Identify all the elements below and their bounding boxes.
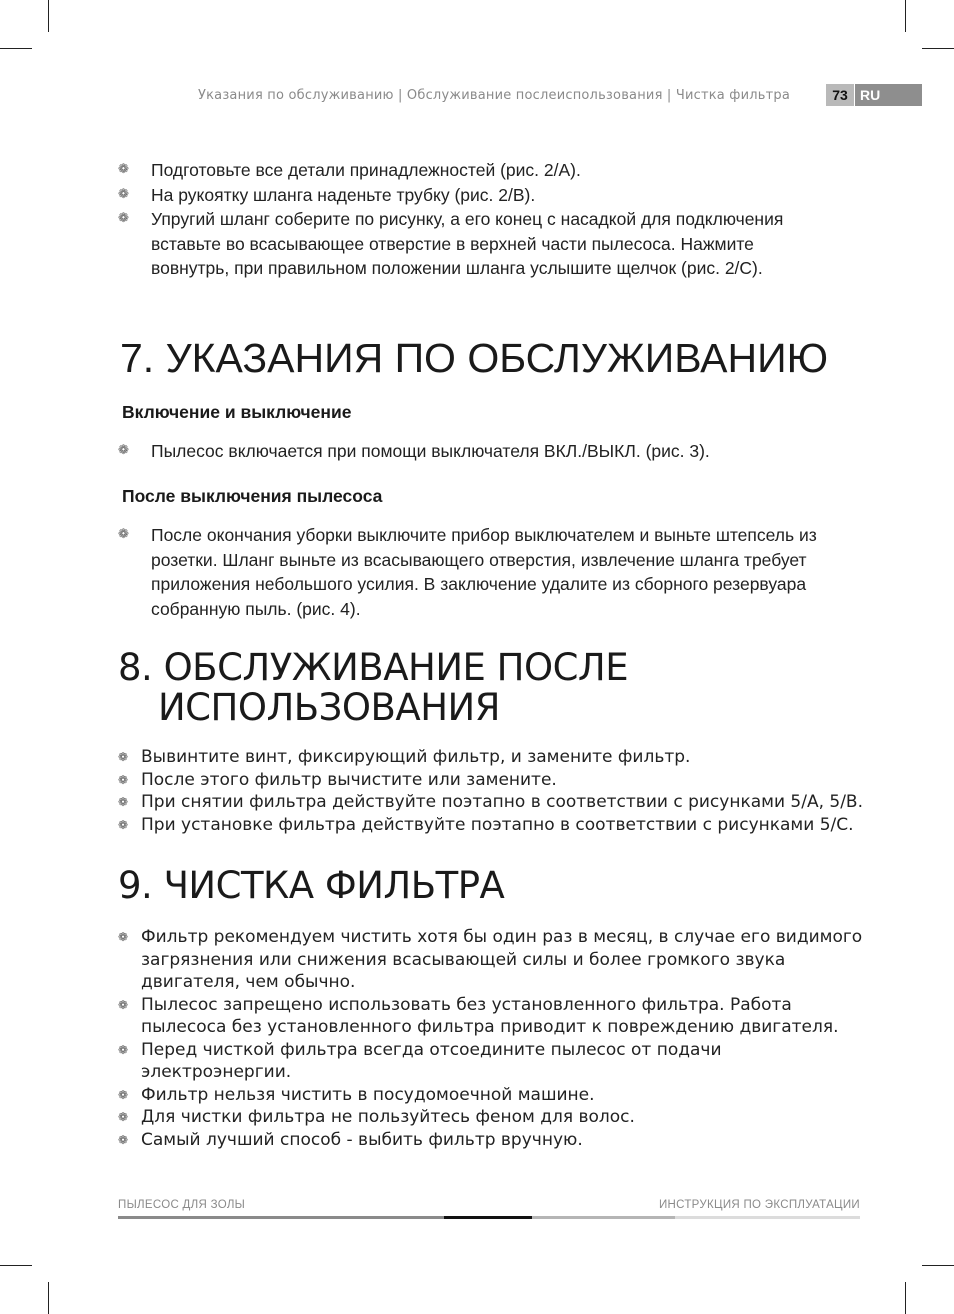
crop-mark xyxy=(905,1282,906,1314)
flower-bullet-icon: ❁ xyxy=(118,997,129,1012)
intro-section xyxy=(118,158,863,281)
section-8-title-line1: 8. ОБСЛУЖИВАНИЕ ПОСЛЕ xyxy=(118,646,629,689)
list-item-text: При установке фильтра действуйте поэтапно в соответствии с рисунками 5/C. xyxy=(141,814,854,835)
list-item-text: Фильтр нельзя чистить в посудомоечной машине. xyxy=(141,1084,595,1105)
footer-rule-mid xyxy=(532,1216,675,1219)
flower-bullet-icon: ❁ xyxy=(118,750,129,764)
page-header xyxy=(0,84,954,106)
list-item xyxy=(118,439,863,464)
section-9-list xyxy=(118,926,863,1151)
list-item-text: При снятии фильтра действуйте поэтапно в соответствии с рисунками 5/A, 5/B. xyxy=(141,792,863,812)
section-8-list xyxy=(118,746,863,836)
list-item-text: Упругий шланг соберите по рисунку, а его конец с насадкой для подключения вставьте во всасывающее отверстие в верхней части пылесоса. Нажмите вовнутрь, при правильном положении шланга услышите щелчок (рис. 2/C). xyxy=(151,209,784,278)
list-item-text: Вывинтите винт, фиксирующий фильтр, и замените фильтр. xyxy=(141,747,691,767)
footer-manual-title: ИНСТРУКЦИЯ ПО ЭКСПЛУАТАЦИИ xyxy=(658,1199,860,1211)
flower-bullet-icon: ❁ xyxy=(118,817,129,832)
flower-bullet-icon: ❁ xyxy=(118,930,129,944)
breadcrumb: Указания по обслуживанию | Обслуживание послеиспользования | Чистка фильтра xyxy=(197,88,790,103)
sub1-list xyxy=(118,439,863,464)
sub2-list xyxy=(118,523,863,621)
list-item xyxy=(118,183,863,208)
list-item xyxy=(118,814,863,837)
list-item-text: Пылесос включается при помощи выключателя ВКЛ./ВЫКЛ. (рис. 3). xyxy=(151,441,710,461)
section-9-title: 9. ЧИСТКА ФИЛЬТРА xyxy=(118,864,505,907)
flower-bullet-icon: ❁ xyxy=(118,1087,129,1102)
page-number: 73 xyxy=(826,84,854,106)
crop-mark xyxy=(922,48,954,49)
crop-mark xyxy=(0,48,32,49)
section-7 xyxy=(118,336,863,380)
subheading-on-off: Включение и выключение xyxy=(122,402,352,422)
list-item xyxy=(118,746,863,769)
crop-mark xyxy=(48,0,49,32)
crop-mark xyxy=(48,1282,49,1314)
list-item xyxy=(118,207,863,281)
intro-list xyxy=(118,158,863,281)
list-item xyxy=(118,158,863,183)
section-7-title: 7. УКАЗАНИЯ ПО ОБСЛУЖИВАНИЮ xyxy=(120,335,829,381)
list-item-text: После окончания уборки выключите прибор выключателем и выньте штепсель из розетки. Шланг выньте из всасывающего отверстия, извлечение шланга требует приложения небольшого усилия. В заключение удалите из сборного резервуара собранную пыль. (рис. 4). xyxy=(151,525,817,619)
list-item xyxy=(118,926,863,994)
list-item-text: Фильтр рекомендуем чистить хотя бы один раз в месяц, в случае его видимого загрязнения или снижения всасывающей силы и более громкого звука двигателя, чем обычно. xyxy=(141,927,863,992)
language-badge: RU xyxy=(855,84,922,106)
list-item-text: Подготовьте все детали принадлежностей (рис. 2/A). xyxy=(151,160,581,180)
flower-bullet-icon: ❁ xyxy=(118,795,129,809)
list-item xyxy=(118,994,863,1039)
footer-rule-light xyxy=(675,1216,860,1219)
flower-bullet-icon: ❁ xyxy=(118,186,129,202)
list-item xyxy=(118,523,863,621)
list-item-text: Для чистки фильтра не пользуйтесь феном для волос. xyxy=(141,1107,635,1127)
flower-bullet-icon: ❁ xyxy=(118,772,129,787)
list-item-text: На рукоятку шланга наденьте трубку (рис. 2/B). xyxy=(151,184,536,205)
flower-bullet-icon: ❁ xyxy=(118,162,129,177)
flower-bullet-icon: ❁ xyxy=(118,1132,129,1147)
list-item-text: Перед чисткой фильтра всегда отсоедините пылесос от подачи электроэнергии. xyxy=(141,1039,722,1082)
list-item-text: Самый лучший способ - выбить фильтр вручную. xyxy=(141,1129,583,1150)
section-7-sub1 xyxy=(118,402,863,464)
flower-bullet-icon: ❁ xyxy=(118,211,129,226)
list-item xyxy=(118,791,863,814)
footer-rule-gray xyxy=(118,1216,444,1219)
list-item xyxy=(118,769,863,792)
section-7-sub2 xyxy=(118,486,863,621)
list-item xyxy=(118,1039,863,1084)
crop-mark xyxy=(922,1265,954,1266)
list-item xyxy=(118,1129,863,1152)
section-8-title-line2: ИСПОЛЬЗОВАНИЯ xyxy=(158,686,500,729)
crop-mark xyxy=(0,1265,32,1266)
page-footer xyxy=(118,1199,860,1221)
list-item xyxy=(118,1084,863,1107)
list-item-text: После этого фильтр вычистите или замените. xyxy=(141,769,557,790)
list-item xyxy=(118,1106,863,1129)
flower-bullet-icon: ❁ xyxy=(118,527,129,542)
crop-mark xyxy=(905,0,906,32)
footer-rule-dark xyxy=(444,1216,532,1219)
section-8 xyxy=(118,648,863,836)
flower-bullet-icon: ❁ xyxy=(118,1042,129,1057)
list-item-text: Пылесос запрещено использовать без установленного фильтра. Работа пылесоса без установленного фильтра приводит к повреждению двигателя. xyxy=(141,994,839,1037)
section-9 xyxy=(118,866,863,1151)
footer-product-name: ПЫЛЕСОС ДЛЯ ЗОЛЫ xyxy=(118,1199,246,1211)
section-8-title xyxy=(118,648,863,728)
subheading-after-off: После выключения пылесоса xyxy=(122,486,383,506)
flower-bullet-icon: ❁ xyxy=(118,443,129,458)
flower-bullet-icon: ❁ xyxy=(118,1110,129,1124)
